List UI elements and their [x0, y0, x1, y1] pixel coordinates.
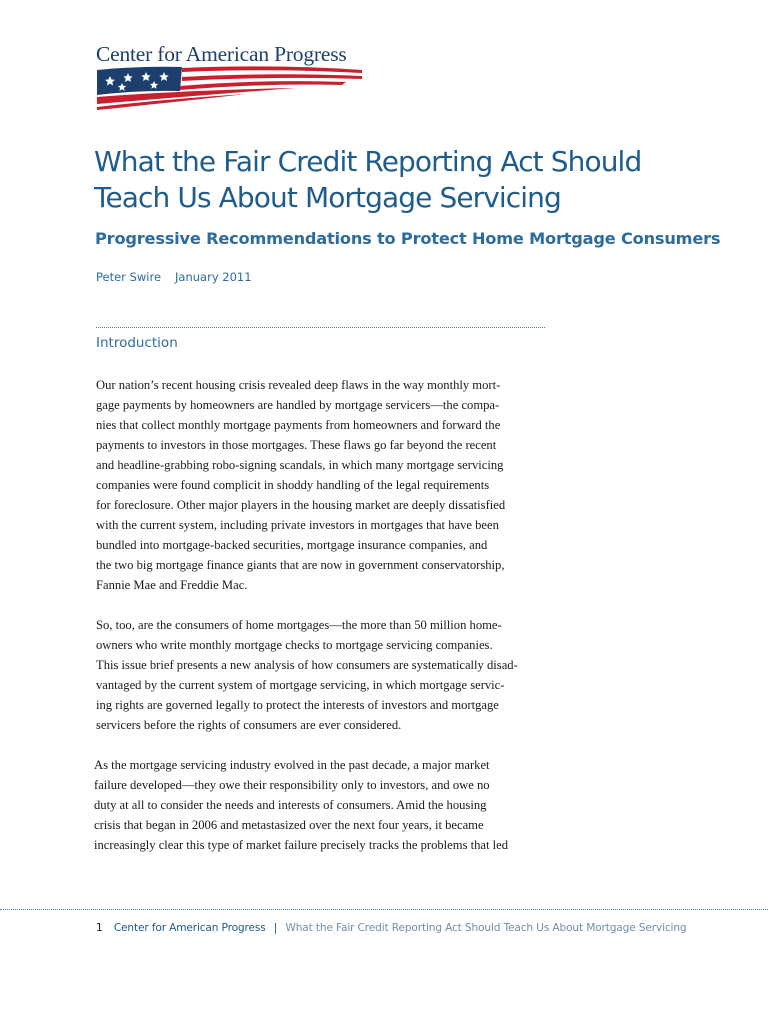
text-line: duty at all to consider the needs and interests of consumers. Amid the housing — [94, 798, 487, 812]
author: Peter Swire — [96, 270, 162, 284]
text-line: vantaged by the current system of mortgage servicing, in which mortgage servic- — [96, 678, 505, 692]
paragraph — [96, 615, 548, 735]
section-divider — [96, 327, 545, 328]
text-line: increasingly clear this type of market failure precisely tracks the problems that led — [94, 838, 509, 852]
text-line: As the mortgage servicing industry evolved in the past decade, a major market — [94, 758, 490, 772]
footer-organization: Center for American Progress — [113, 922, 266, 934]
text-line: and headline-grabbing robo-signing scandals, in which many mortgage servicing — [96, 458, 504, 472]
publication-date: January 2011 — [175, 270, 252, 284]
text-line: for foreclosure. Other major players in the housing market are deeply dissatisfied — [96, 498, 506, 512]
document-subtitle: Progressive Recommendations to Protect Home Mortgage Consumers — [95, 229, 721, 248]
title-line: What the Fair Credit Reporting Act Should — [94, 145, 642, 178]
footer-document-title: What the Fair Credit Reporting Act Should Teach Us About Mortgage Servicing — [285, 922, 687, 934]
flag-icon — [96, 64, 366, 110]
text-line: nies that collect monthly mortgage payments from homeowners and forward the — [96, 418, 501, 432]
byline — [96, 270, 252, 284]
document-title — [94, 144, 734, 216]
text-line: companies were found complicit in shoddy handling of the legal requirements — [96, 478, 490, 492]
text-line: So, too, are the consumers of home mortgages—the more than 50 million home- — [96, 618, 502, 632]
text-line: gage payments by homeowners are handled by mortgage servicers—the compa- — [96, 398, 500, 412]
text-line: crisis that began in 2006 and metastasized over the next four years, it became — [94, 818, 484, 832]
text-line: the two big mortgage finance giants that are now in government conservatorship, — [96, 558, 505, 572]
footer-divider — [0, 909, 768, 910]
body-text — [96, 375, 548, 875]
text-line: bundled into mortgage-backed securities, mortgage insurance companies, and — [96, 538, 488, 552]
text-line: servicers before the rights of consumers are ever considered. — [96, 718, 402, 732]
paragraph — [94, 755, 548, 855]
paragraph — [96, 375, 548, 595]
text-line: payments to investors in those mortgages. These flaws go far beyond the recent — [96, 438, 497, 452]
footer-separator: | — [273, 922, 278, 934]
text-line: Our nation’s recent housing crisis revealed deep flaws in the way monthly mort- — [96, 378, 501, 392]
text-line: failure developed—they owe their responsibility only to investors, and owe no — [94, 778, 490, 792]
cap-logo — [96, 42, 366, 110]
text-line: This issue brief presents a new analysis of how consumers are systematically disad- — [96, 658, 518, 672]
page-footer — [96, 922, 686, 934]
text-line: Fannie Mae and Freddie Mac. — [96, 578, 248, 592]
text-line: ing rights are governed legally to protect the interests of investors and mortgage — [96, 698, 499, 712]
text-line: owners who write monthly mortgage checks to mortgage servicing companies. — [96, 638, 493, 652]
page-number: 1 — [96, 922, 103, 934]
section-heading: Introduction — [96, 335, 178, 351]
title-line: Teach Us About Mortgage Servicing — [94, 181, 561, 214]
logo-wordmark: Center for American Progress — [96, 42, 347, 66]
text-line: with the current system, including private investors in mortgages that have been — [96, 518, 499, 532]
